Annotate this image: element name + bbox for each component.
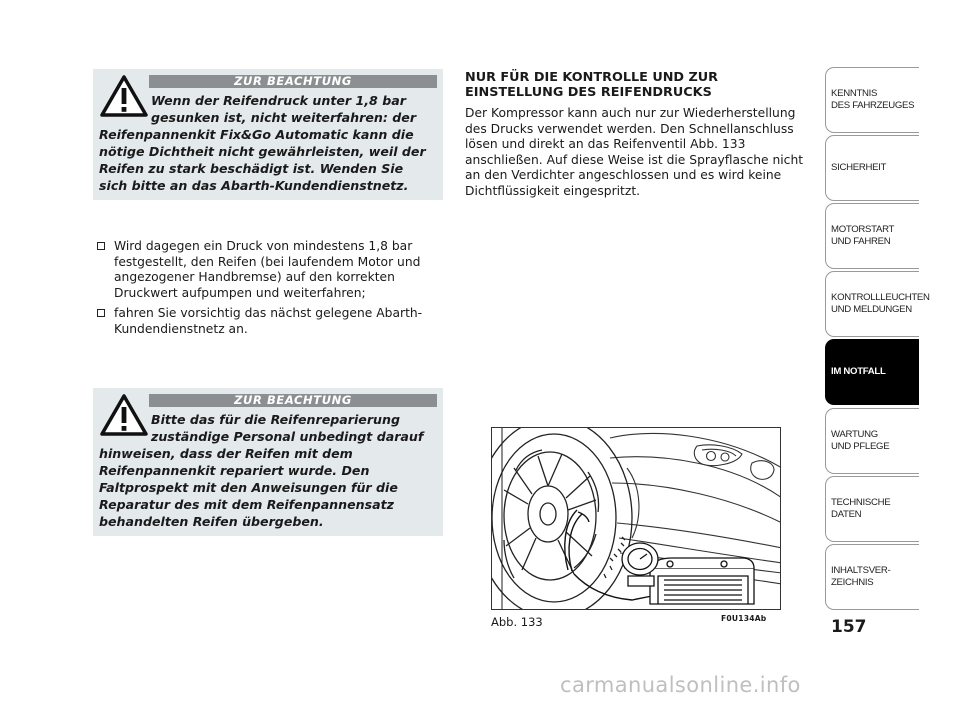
warning-text: Reifenpannenkit Fix&Go Automatic kann die nötige Dichtheit nicht gewährleisten, weil der Reifen zu stark beschädigt ist. Wenden Sie sich bitte an das Abarth-Kundendienstnetz. bbox=[99, 127, 426, 193]
warning-box-1 bbox=[93, 69, 443, 200]
tab-kontrollleuchten[interactable] bbox=[825, 271, 930, 337]
tab-label: TECHNISCHE DATEN bbox=[831, 496, 891, 520]
figure-illustration bbox=[491, 427, 781, 610]
warning-triangle-icon bbox=[100, 75, 148, 117]
figure-caption: Abb. 133 bbox=[491, 615, 543, 629]
warning-box-2 bbox=[93, 388, 443, 536]
section-heading: NUR FÜR DIE KONTROLLE UND ZUR EINSTELLUNG DES REIFENDRUCKS bbox=[465, 70, 719, 100]
tab-label: SICHERHEIT bbox=[831, 161, 887, 173]
list-item-text: fahren Sie vorsichtig das nächst gelegene Abarth-Kundendienstnetz an. bbox=[114, 306, 423, 336]
tab-sicherheit[interactable] bbox=[825, 135, 919, 201]
list-item bbox=[97, 239, 435, 301]
bullet-list bbox=[97, 239, 435, 343]
list-item bbox=[97, 306, 435, 337]
checkbox-square-icon bbox=[97, 242, 105, 250]
tab-label: MOTORSTART UND FAHREN bbox=[831, 223, 895, 247]
tab-im-notfall[interactable] bbox=[825, 339, 919, 405]
tab-inhaltsverzeichnis[interactable] bbox=[825, 544, 919, 610]
page-number: 157 bbox=[831, 617, 867, 637]
tab-label: KONTROLLLEUCHTEN UND MELDUNGEN bbox=[831, 291, 930, 315]
figure-code: F0U134Ab bbox=[721, 614, 767, 623]
warning-text: hinweisen, dass der Reifen mit dem Reifenpannenkit repariert wurde. Den Faltprospekt mit den Anweisungen für die Reparatur des mit dem Reifenpannensatz behandelten Reifen übergeben. bbox=[99, 446, 398, 529]
watermark[interactable]: carmanualsonline.info bbox=[560, 673, 801, 697]
warning-triangle-icon bbox=[100, 394, 148, 436]
tab-kenntnis[interactable] bbox=[825, 67, 919, 133]
warning-text-indented: Bitte das für die Reifenreparierung zuständige Personal unbedingt darauf bbox=[151, 412, 424, 444]
checkbox-square-icon bbox=[97, 309, 105, 317]
tab-wartung[interactable] bbox=[825, 408, 919, 474]
warning-header: ZUR BEACHTUNG bbox=[149, 394, 437, 407]
pressure-check-section bbox=[465, 70, 815, 200]
warning-text-indented: Wenn der Reifendruck unter 1,8 bar gesunken ist, nicht weiterfahren: der bbox=[151, 93, 417, 125]
list-item-text: Wird dagegen ein Druck von mindestens 1,8 bar festgestellt, den Reifen (bei laufendem Motor und angezogener Handbremse) auf den korrekten Druckwert aufpumpen und weiterfahren; bbox=[114, 239, 421, 300]
tab-label: IM NOTFALL bbox=[831, 365, 886, 377]
tab-label: KENNTNIS DES FAHRZEUGES bbox=[831, 87, 915, 111]
warning-header: ZUR BEACHTUNG bbox=[149, 75, 437, 88]
section-body: Der Kompressor kann auch nur zur Wiederherstellung des Drucks verwendet werden. Den Schnellanschluss lösen und direkt an das Reifenventil Abb. 133 anschließen. Auf diese Weise ist die Sprayflasche nicht an den Verdichter angeschlossen und es wird keine Dichtflüssigkeit eingespritzt. bbox=[465, 106, 804, 198]
tab-technische-daten[interactable] bbox=[825, 476, 919, 542]
tab-label: WARTUNG UND PFLEGE bbox=[831, 428, 890, 452]
tab-motorstart[interactable] bbox=[825, 203, 919, 269]
compressor-at-tyre-illustration bbox=[492, 428, 781, 610]
tab-label: INHALTSVER- ZEICHNIS bbox=[831, 564, 891, 588]
